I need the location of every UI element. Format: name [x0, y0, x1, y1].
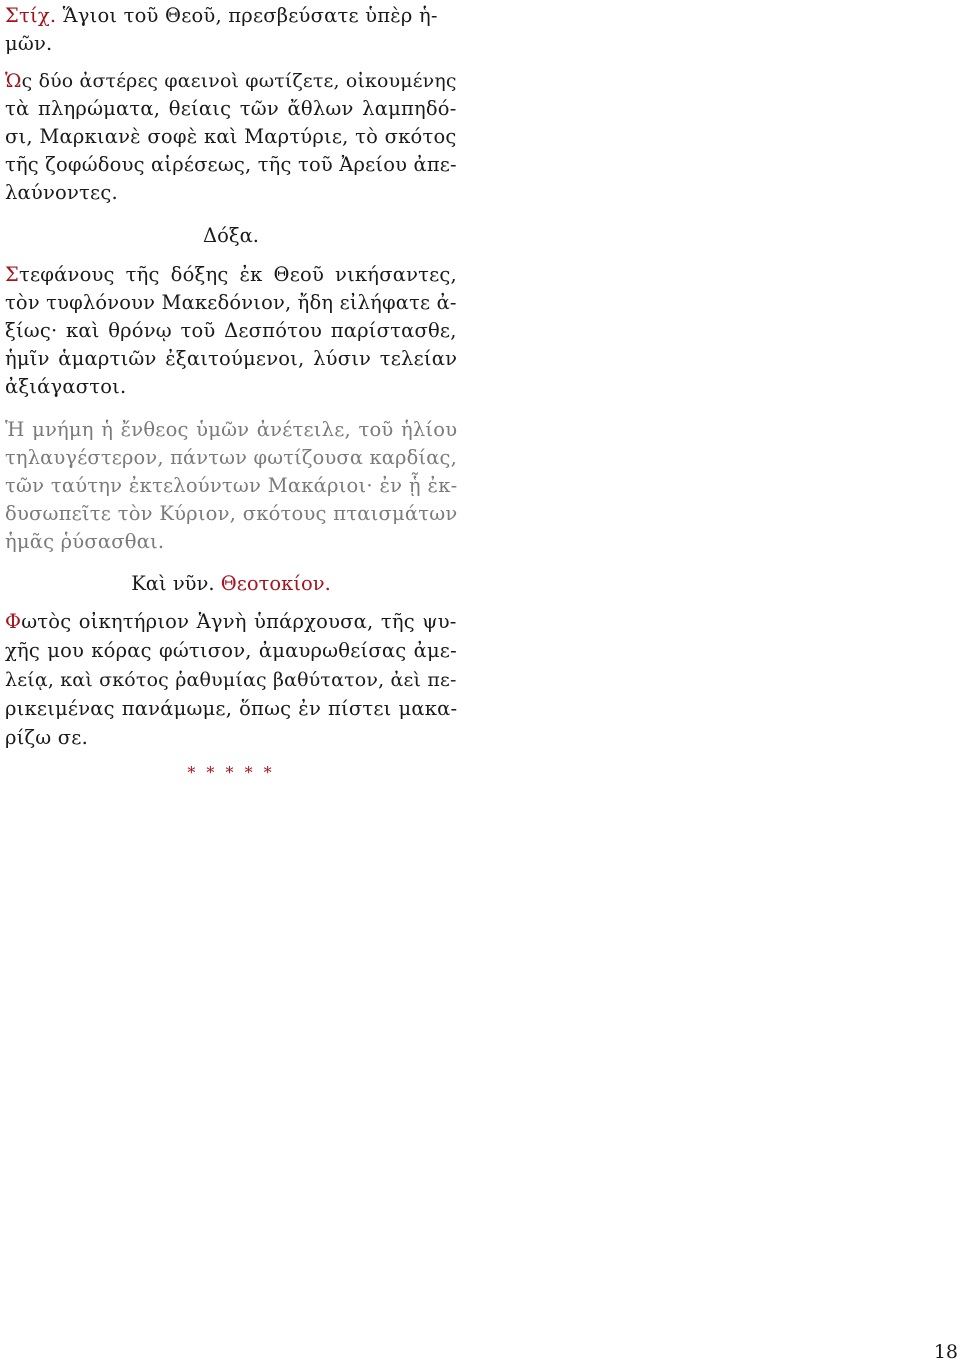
hymn2-line-4: ἡμῖν ἁμαρτιῶν ἐξαιτούμενοι, λύσιν τελείαν: [5, 347, 458, 370]
kai-nyn-label: Καὶ νῦν.: [131, 572, 215, 595]
hymn4-line-5: ρίζω σε.: [5, 726, 88, 749]
hymn1-line-1-text: ς δύο ἀστέρες φαεινοὶ φωτίζετε, οἰκουμένης: [21, 70, 457, 92]
kai-nyn-heading: [5, 570, 457, 598]
hymn4-line-1-text: ωτὸς οἰκητήριον Ἁγνὴ ὑπάρχουσα, τῆς ψυ-: [21, 610, 457, 633]
hymn2-line-1: [5, 261, 457, 289]
page-number: 18: [933, 1341, 958, 1363]
verse-line-1: [5, 2, 457, 30]
hymn4-line-3: λείᾳ, καὶ σκότος ῥαθυμίας βαθύτατον, ἀεὶ πε-: [5, 669, 457, 691]
hymn3-line-1: Ἡ μνήμη ἡ ἔνθεος ὑμῶν ἀνέτειλε, τοῦ ἡλίου: [5, 418, 458, 441]
verse-text: Ἅγιοι τοῦ Θεοῦ, πρεσβεύσατε ὑπὲρ ἡ-: [62, 4, 438, 27]
hymn1-line-3: σι, Μαρκιανὲ σοφὲ καὶ Μαρτύριε, τὸ σκότος: [5, 125, 457, 148]
hymn2-line-5: ἀξιάγαστοι.: [5, 375, 127, 398]
hymn2-line-1-text: τεφάνους τῆς δόξης ἐκ Θεοῦ νικήσαντες,: [19, 263, 457, 286]
hymn1-line-1: [5, 67, 457, 95]
hymn2-initial: Σ: [5, 263, 19, 286]
hymn3-line-3: τῶν ταύτην ἐκτελούντων Μακάριοι· ἐν ᾗ ἐκ-: [5, 474, 458, 497]
hymn1-line-5: λαύνοντες.: [5, 181, 118, 204]
hymn4-initial: Φ: [5, 610, 22, 633]
hymn2-line-3: ξίως· καὶ θρόνῳ τοῦ Δεσπότου παρίστασθε,: [5, 319, 457, 342]
hymn3-line-4: δυσωπεῖτε τὸν Κύριον, σκότους πταισμάτων: [5, 502, 458, 525]
hymn4-line-4: ρικειμένας πανάμωμε, ὅπως ἐν πίστει μακα-: [5, 697, 458, 720]
verse-line-2: μῶν.: [5, 32, 53, 55]
hymn1-initial: Ὡ: [5, 70, 22, 92]
theotokion-label: Θεοτοκίον.: [220, 572, 331, 595]
hymn1-line-2: τὰ πληρώματα, θείαις τῶν ἄθλων λαμπηδό-: [5, 97, 457, 120]
hymn3-line-5: ἡμᾶς ῥύσασθαι.: [5, 530, 165, 553]
hymn4-line-2: χῆς μου κόρας φώτισον, ἀμαυρωθείσας ἀμε-: [5, 639, 457, 662]
hymn3-line-2: τηλαυγέστερον, πάντων φωτίζουσα καρδίας,: [5, 446, 457, 469]
hymn1-line-4: τῆς ζοφώδους αἱρέσεως, τῆς τοῦ Ἀρείου ἀπε-: [5, 153, 457, 176]
hymn4-line-1: [5, 608, 457, 636]
hymn2-line-2: τὸν τυφλόνουν Μακεδόνιον, ἤδη εἰλήφατε ἀ-: [5, 291, 457, 314]
section-separator: * * * * *: [187, 763, 275, 782]
doxa-heading: Δόξα.: [203, 224, 259, 247]
verse-marker: Στίχ.: [5, 4, 57, 27]
